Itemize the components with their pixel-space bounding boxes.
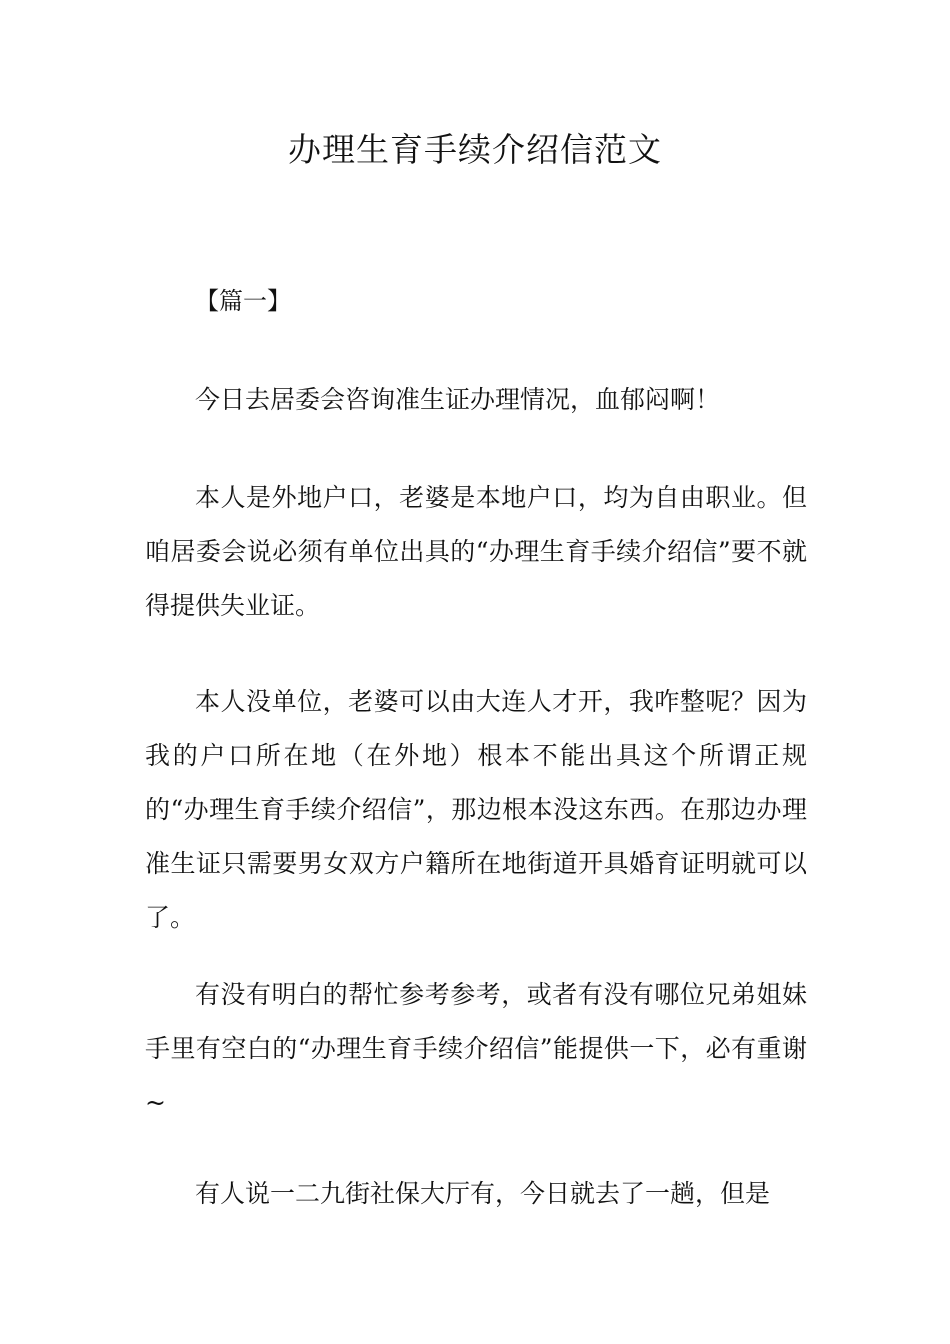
- paragraph-5: 有人说一二九街社保大厅有，今日就去了一趟，但是: [195, 1179, 771, 1208]
- paragraph-1: 今日去居委会咨询准生证办理情况，血郁闷啊！: [195, 385, 721, 414]
- paragraph-2: 本人是外地户口，老婆是本地户口，均为自由职业。但咱居委会说必须有单位出具的“办理生育手续介绍信”要不就得提供失业证。: [145, 483, 807, 620]
- document-title: 办理生育手续介绍信范文: [288, 130, 662, 169]
- paragraph-3: 本人没单位，老婆可以由大连人才开，我咋整呢？因为我的户口所在地（在外地）根本不能出具这个所谓正规的“办理生育手续介绍信”，那边根本没这东西。在那边办理准生证只需要男女双方户籍所在地街道开具婚育证明就可以了。: [145, 687, 807, 932]
- section-label: 【篇一】: [195, 287, 291, 315]
- paragraph-4: 有没有明白的帮忙参考参考，或者有没有哪位兄弟姐妹手里有空白的“办理生育手续介绍信”能提供一下，必有重谢~: [145, 980, 807, 1117]
